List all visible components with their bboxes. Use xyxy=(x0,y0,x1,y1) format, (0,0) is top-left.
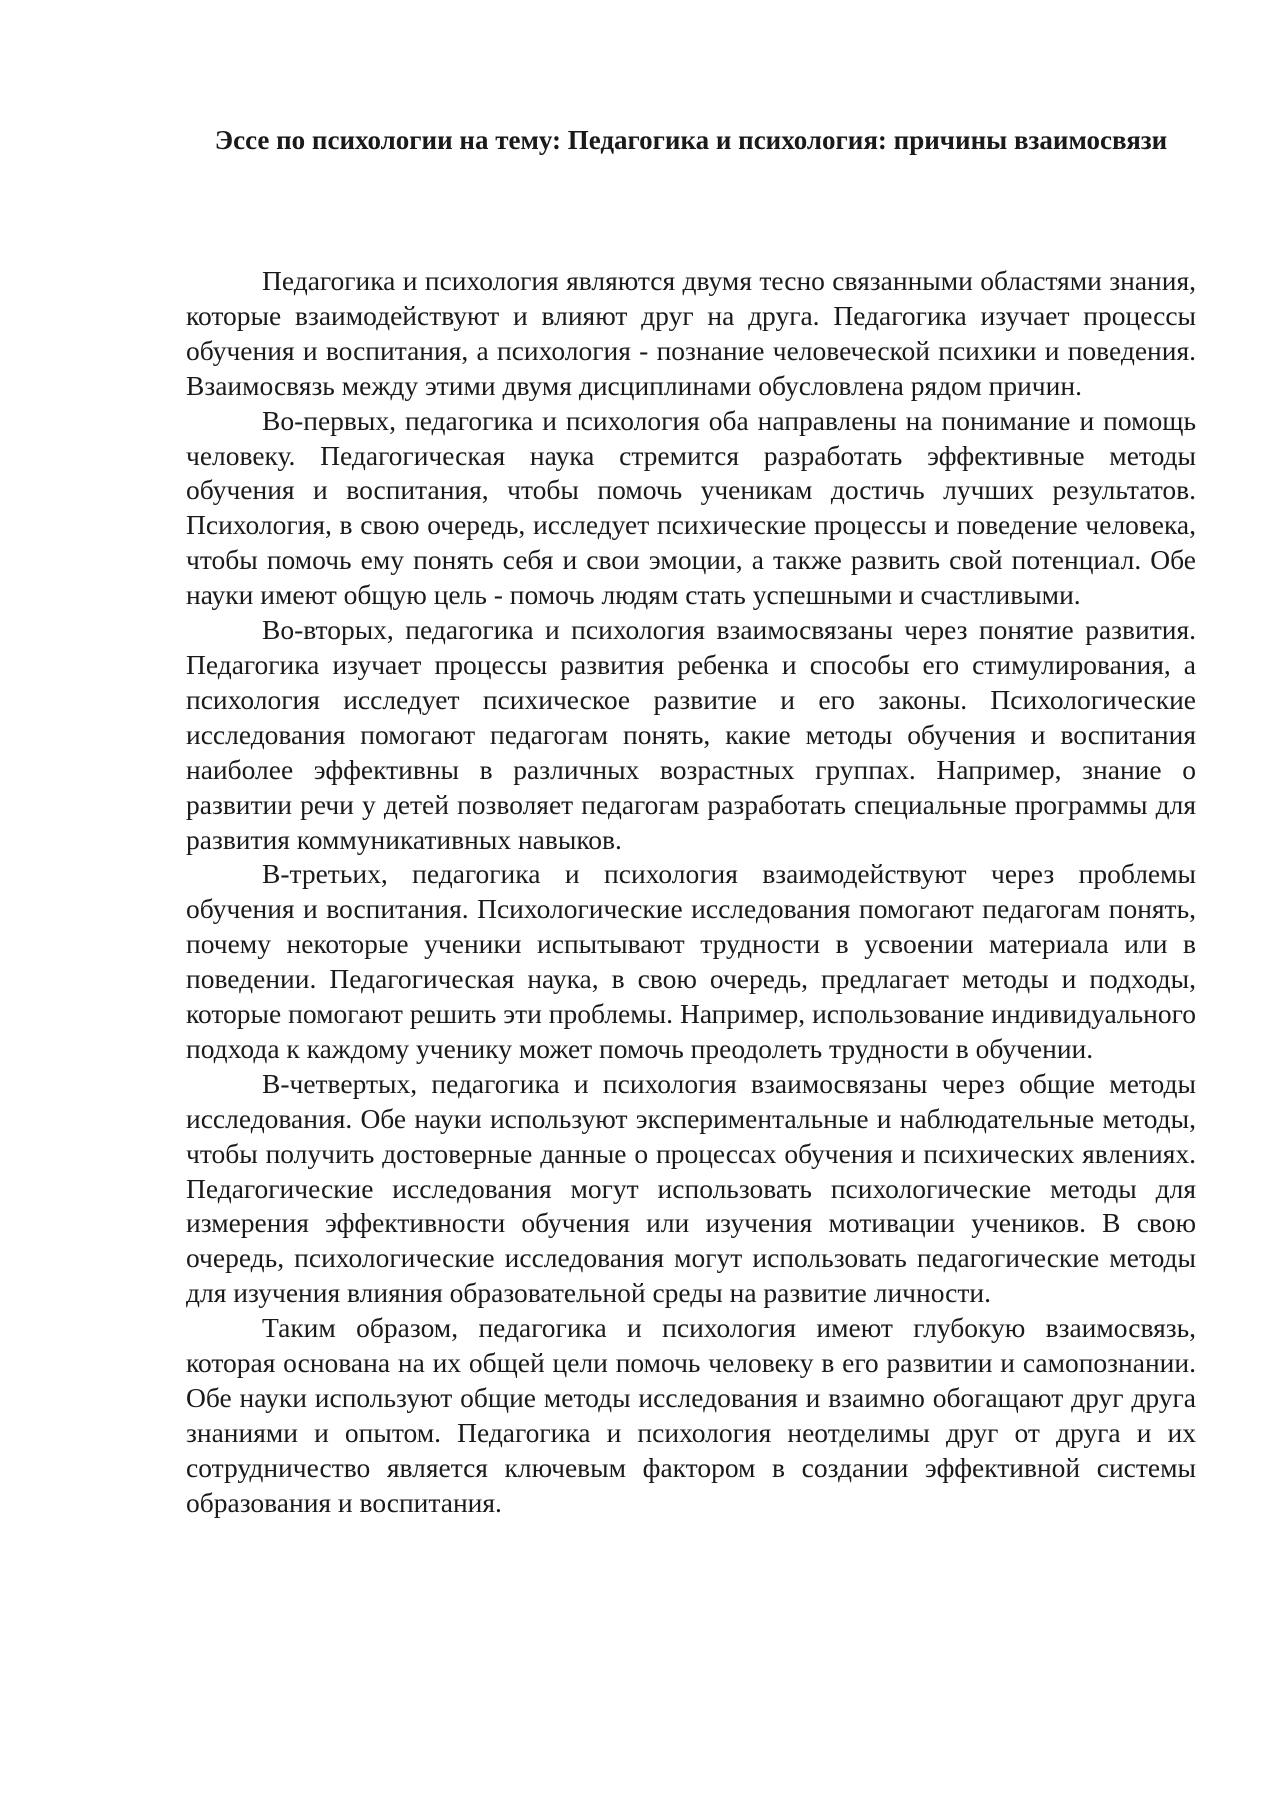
paragraph-first-reason: Во-первых, педагогика и психология оба направлены на понимание и помощь человеку. Педагогическая наука стремится разработать эффективные методы обучения и воспитания, чтобы помочь ученикам достичь лучших результатов. Психология, в свою очередь, исследует психические процессы и поведение человека, чтобы помочь ему понять себя и свои эмоции, а также развить свой потенциал. Обе науки имеют общую цель - помочь людям стать успешными и счастливыми. xyxy=(186,404,1196,611)
paragraph-conclusion: Таким образом, педагогика и психология имеют глубокую взаимосвязь, которая основана на их общей цели помочь человеку в его развитии и самопознании. Обе науки используют общие методы исследования и взаимно обогащают друг друга знаниями и опытом. Педагогика и психология неотделимы друг от друга и их сотрудничество является ключевым фактором в создании эффективной системы образования и воспитания. xyxy=(186,1312,1196,1518)
essay-title: Эссе по психологии на тему: Педагогика и психология: причины взаимосвязи xyxy=(214,125,1168,155)
essay-body xyxy=(186,264,1196,1521)
paragraph-intro: Педагогика и психология являются двумя тесно связанными областями знания, которые взаимодействуют и влияют друг на друга. Педагогика изучает процессы обучения и воспитания, а психология - познание человеческой психики и поведения. Взаимосвязь между этими двумя дисциплинами обусловлена рядом причин. xyxy=(186,265,1196,401)
paragraph-third-reason: В-третьих, педагогика и психология взаимодействуют через проблемы обучения и воспитания. Психологические исследования помогают педагогам понять, почему некоторые ученики испытывают трудности в усвоении материала или в поведении. Педагогическая наука, в свою очередь, предлагает методы и подходы, которые помогают решить эти проблемы. Например, использование индивидуального подхода к каждому ученику может помочь преодолеть трудности в обучении. xyxy=(186,858,1196,1064)
paragraph-second-reason: Во-вторых, педагогика и психология взаимосвязаны через понятие развития. Педагогика изучает процессы развития ребенка и способы его стимулирования, а психология исследует психическое развитие и его законы. Психологические исследования помогают педагогам понять, какие методы обучения и воспитания наиболее эффективны в различных возрастных группах. Например, знание о развитии речи у детей позволяет педагогам разработать специальные программы для развития коммуникативных навыков. xyxy=(186,614,1196,855)
paragraph-fourth-reason: В-четвертых, педагогика и психология взаимосвязаны через общие методы исследования. Обе науки используют экспериментальные и наблюдательные методы, чтобы получить достоверные данные о процессах обучения и психических явлениях. Педагогические исследования могут использовать психологические методы для измерения эффективности обучения или изучения мотивации учеников. В свою очередь, психологические исследования могут использовать педагогические методы для изучения влияния образовательной среды на развитие личности. xyxy=(186,1067,1196,1309)
